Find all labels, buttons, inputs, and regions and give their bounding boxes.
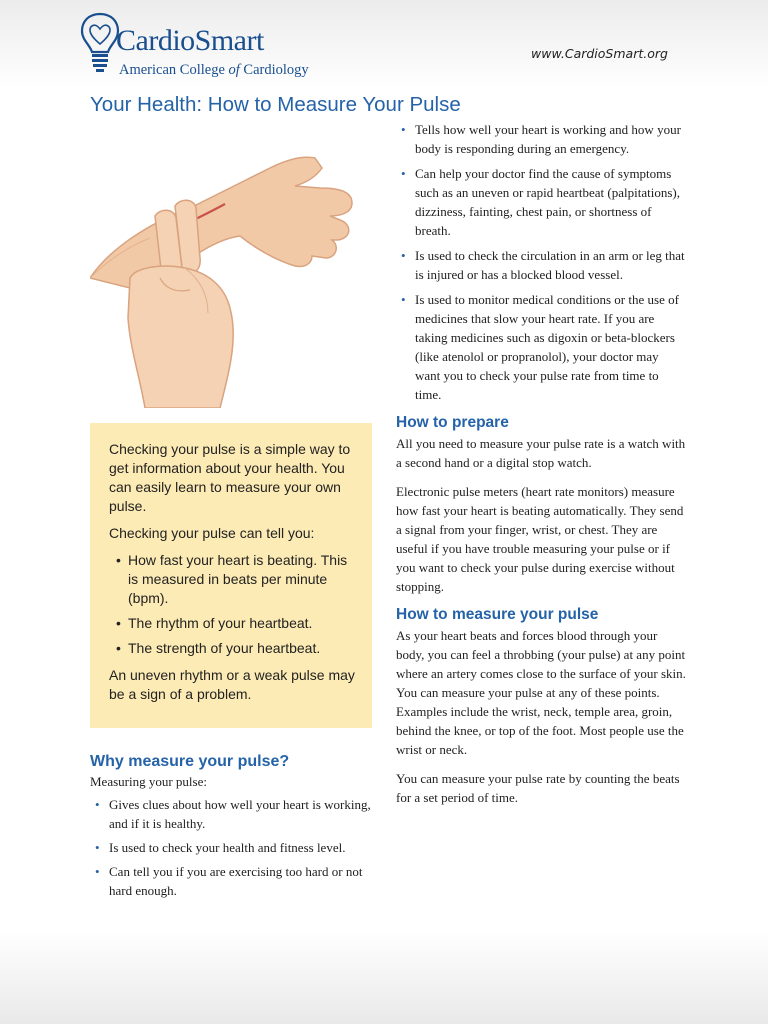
- list-item: • Can tell you if you are exercising too hard or not hard enough.: [90, 862, 380, 900]
- section-lead: Measuring your pulse:: [90, 774, 207, 789]
- reasons-list: [396, 120, 686, 404]
- callout-intro: Checking your pulse is a simple way to get information about your health. You can easily learn to measure your own pulse.: [109, 441, 351, 514]
- list-item: • The strength of your heartbeat.: [109, 639, 356, 658]
- paragraph: Electronic pulse meters (heart rate monitors) measure how fast your heart is beating automatically. They send a signal from your finger, wrist, or chest. They are useful if you have trouble measuring your pulse or if you want to check your pulse during exercise without stopping.: [396, 484, 684, 594]
- page-title: Your Health: How to Measure Your Pulse: [90, 93, 461, 116]
- list-item: • Is used to check the circulation in an arm or leg that is injured or has a blocked blood vessel.: [396, 246, 686, 284]
- list-item: • Can help your doctor find the cause of symptoms such as an uneven or rapid heartbeat (palpitations), dizziness, fainting, chest pain, or shortness of breath.: [396, 164, 686, 240]
- paragraph: As your heart beats and forces blood through your body, you can feel a throbbing (your pulse) at any point where an artery comes close to the surface of your skin. You can measure your pulse at any of these points. Examples include the wrist, neck, temple area, groin, behind the knee, or top of the foot. Most people use the wrist or neck.: [396, 628, 686, 757]
- list-item: • Gives clues about how well your heart is working, and if it is healthy.: [90, 795, 380, 833]
- paragraph: You can measure your pulse rate by counting the beats for a set period of time.: [396, 771, 680, 805]
- callout-list: [109, 551, 356, 658]
- pulse-illustration: [90, 128, 374, 408]
- right-column: [396, 120, 686, 817]
- list-item: • How fast your heart is beating. This is measured in beats per minute (bpm).: [109, 551, 356, 608]
- callout-outro: An uneven rhythm or a weak pulse may be a sign of a problem.: [109, 667, 355, 702]
- why-list: [90, 795, 380, 900]
- section-heading: How to measure your pulse: [396, 606, 599, 623]
- paragraph: All you need to measure your pulse rate is a watch with a second hand or a digital stop watch.: [396, 436, 686, 470]
- callout-lead: Checking your pulse can tell you:: [109, 525, 315, 541]
- how-to-prepare-section: [396, 414, 686, 596]
- brand-name: CardioSmart: [116, 24, 264, 57]
- info-callout: [90, 423, 372, 728]
- section-heading: Why measure your pulse?: [90, 753, 290, 770]
- hand-measuring-pulse-image: [90, 128, 374, 408]
- website-url[interactable]: www.CardioSmart.org: [531, 46, 668, 61]
- cardiosmart-logo: [80, 10, 320, 76]
- lightbulb-heart-icon: [80, 10, 120, 76]
- section-heading: How to prepare: [396, 414, 509, 431]
- list-item: • The rhythm of your heartbeat.: [109, 614, 356, 633]
- list-item: • Is used to check your health and fitness level.: [90, 838, 380, 857]
- why-measure-section: [90, 753, 380, 905]
- list-item: • Tells how well your heart is working and how your body is responding during an emergency.: [396, 120, 686, 158]
- how-to-measure-section: [396, 606, 686, 807]
- list-item: • Is used to monitor medical conditions or the use of medicines that slow your heart rate. If you are taking medicines such as digoxin or beta-blockers (like atenolol or propranolol), your doctor may want you to check your pulse rate from time to time.: [396, 290, 686, 404]
- brand-subtitle: American College of Cardiology: [119, 62, 309, 78]
